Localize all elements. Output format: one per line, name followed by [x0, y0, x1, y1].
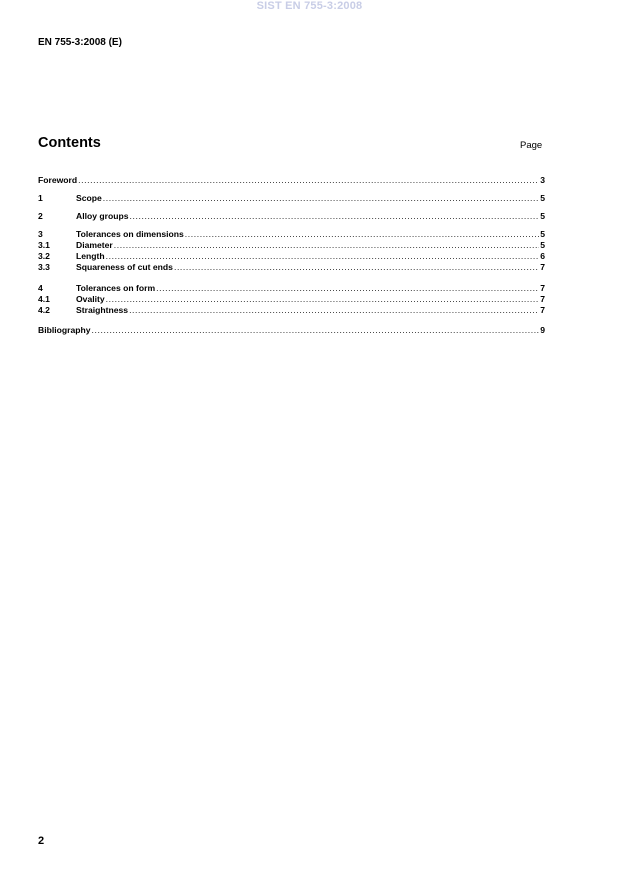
toc-entry-foreword[interactable] — [38, 175, 545, 186]
toc-entry-tolerances-on-form[interactable] — [38, 283, 545, 294]
toc-entry-title: Straightness — [76, 305, 129, 315]
toc-entry-page: 9 — [540, 325, 545, 335]
toc-entry-page: 3 — [540, 175, 545, 185]
toc-entry-number: 4.1 — [38, 294, 50, 304]
toc-entry-title: Tolerances on dimensions — [76, 229, 184, 239]
toc-entry-page: 7 — [540, 294, 545, 304]
toc-entry-page: 7 — [540, 283, 545, 293]
watermark: SIST EN 755-3:2008 — [256, 0, 363, 12]
toc-entry-page: 6 — [540, 251, 545, 261]
toc-entry-number: 1 — [38, 193, 43, 203]
toc-entry-number: 4.2 — [38, 305, 50, 315]
toc-entry-bibliography[interactable] — [38, 325, 545, 336]
toc-entry-title: Length — [76, 251, 105, 261]
toc-leader-dots — [174, 262, 539, 273]
toc-leader-dots — [129, 305, 539, 316]
toc-entry-number: 3.2 — [38, 251, 50, 261]
toc-entry-page: 5 — [540, 240, 545, 250]
toc-entry-straightness[interactable] — [38, 305, 545, 316]
toc-entry-diameter[interactable] — [38, 240, 545, 251]
toc-entry-title: Squareness of cut ends — [76, 262, 173, 272]
toc-leader-dots — [130, 211, 540, 222]
page-number: 2 — [38, 835, 45, 847]
toc-leader-dots — [103, 193, 539, 204]
toc-entry-number: 2 — [38, 211, 43, 221]
toc-entry-title: Tolerances on form — [76, 283, 156, 293]
contents-heading: Contents — [38, 135, 101, 151]
document-id: EN 755-3:2008 (E) — [38, 37, 122, 48]
toc-entry-title: Foreword — [38, 175, 78, 185]
toc-entry-page: 7 — [540, 262, 545, 272]
toc-entry-title: Bibliography — [38, 325, 91, 335]
toc-entry-title: Alloy groups — [76, 211, 129, 221]
toc-entry-page: 7 — [540, 305, 545, 315]
toc-leader-dots — [92, 325, 540, 336]
toc-leader-dots — [78, 175, 539, 186]
toc-leader-dots — [156, 283, 539, 294]
toc-entry-title: Scope — [76, 193, 102, 203]
toc-leader-dots — [185, 229, 539, 240]
toc-entry-page: 5 — [540, 211, 545, 221]
toc-entry-number: 3.3 — [38, 262, 50, 272]
toc-entry-length[interactable] — [38, 251, 545, 262]
toc-leader-dots — [106, 251, 540, 262]
toc-entry-number: 4 — [38, 283, 43, 293]
toc-leader-dots — [114, 240, 539, 251]
toc-entry-alloy-groups[interactable] — [38, 211, 545, 222]
toc-entry-number: 3.1 — [38, 240, 50, 250]
toc-entry-squareness-of-cut-ends[interactable] — [38, 262, 545, 273]
page-column-label: Page — [520, 140, 543, 151]
toc-entry-tolerances-on-dimensions[interactable] — [38, 229, 545, 240]
toc-entry-page: 5 — [540, 229, 545, 239]
toc-entry-title: Ovality — [76, 294, 105, 304]
toc-entry-title: Diameter — [76, 240, 113, 250]
toc-entry-scope[interactable] — [38, 193, 545, 204]
toc-entry-number: 3 — [38, 229, 43, 239]
toc-entry-ovality[interactable] — [38, 294, 545, 305]
toc-entry-page: 5 — [540, 193, 545, 203]
toc-leader-dots — [106, 294, 540, 305]
